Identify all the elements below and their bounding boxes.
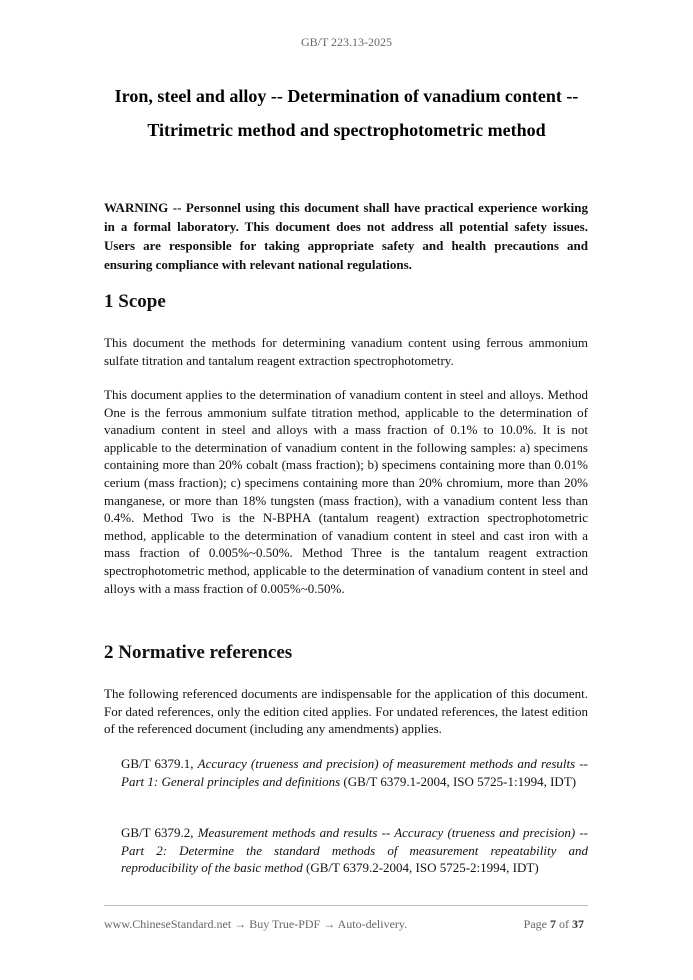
of-label: of	[559, 917, 569, 931]
reference-equivalence: (GB/T 6379.2-2004, ISO 5725-2:1994, IDT)	[302, 860, 539, 876]
page-label: Page	[523, 917, 547, 931]
document-title-line2: Titrimetric method and spectrophotometric method	[147, 120, 546, 140]
arrow-right-icon: →	[323, 917, 336, 931]
scope-paragraph-2: This document applies to the determination of vanadium content in steel and alloys. Method One is the ferrous ammonium sulfate titration method, applicable to the determination of vanadium content in steel and alloys with a mass fraction of 0.1% to 10.0%. It is not applicable to the determination of vanadium content in the following samples: a) specimens containing more than 20% cobalt (mass fraction); b) specimens containing more than 0.01% cerium (mass fraction); c) specimens containing more than 20% chromium, more than 20% manganese, or more than 18% tungsten (mass fraction), with a vanadium content less than 0.4%. Method Two is the N-BPHA (tantalum reagent) extraction spectrophotometric method, applicable to the determination of vanadium content in steel and cast iron with a mass fraction of 0.005%~0.50%. Method Three is the tantalum reagent extraction spectrophotometric method, applicable to the determination of vanadium content in steel and alloys with a mass fraction of 0.005%~0.50%.	[104, 387, 588, 596]
page-number	[524, 917, 584, 932]
reference-code: GB/T 6379.1,	[121, 756, 198, 771]
document-title-line1: Iron, steel and alloy -- Determination of vanadium content --	[114, 86, 579, 106]
footer-divider	[104, 905, 588, 906]
scope-paragraph-1: This document the methods for determining vanadium content using ferrous ammonium sulfate titration and tantalum reagent extraction spectrophotometry.	[104, 335, 588, 368]
section-heading-scope: 1 Scope	[104, 291, 166, 312]
reference-title: Accuracy (trueness and precision) of measurement methods and results -- Part 1: General principles and definitions	[121, 756, 588, 789]
buy-pdf-link[interactable]: Buy True-PDF	[249, 917, 321, 931]
reference-equivalence: (GB/T 6379.1-2004, ISO 5725-1:1994, IDT)	[340, 773, 577, 789]
reference-title: Measurement methods and results -- Accuracy (trueness and precision) -- Part 2: Determine the standard methods of measurement repeatability and reproducibility of the basic method	[121, 825, 588, 876]
normative-references-intro: The following referenced documents are indispensable for the application of this document. For dated references, only the edition cited applies. For undated references, the latest edition of the referenced document (including any amendments) applies.	[104, 686, 588, 737]
reference-code: GB/T 6379.2,	[121, 825, 198, 840]
total-pages: 37	[572, 917, 584, 931]
auto-delivery-text: Auto-delivery.	[337, 917, 408, 931]
site-link[interactable]: www.ChineseStandard.net	[104, 917, 232, 931]
section-heading-normative-references: 2 Normative references	[104, 642, 293, 663]
reference-item	[121, 824, 588, 877]
footer-links	[104, 917, 407, 932]
current-page: 7	[550, 917, 556, 931]
running-header: GB/T 223.13-2025	[300, 35, 393, 49]
arrow-right-icon: →	[234, 917, 247, 931]
warning-notice: WARNING -- Personnel using this document shall have practical experience working in a formal laboratory. This document does not address all potential safety issues. Users are responsible for taking appropriate safety and health precautions and ensuring compliance with relevant national regulations.	[104, 200, 588, 272]
reference-item	[121, 755, 588, 790]
